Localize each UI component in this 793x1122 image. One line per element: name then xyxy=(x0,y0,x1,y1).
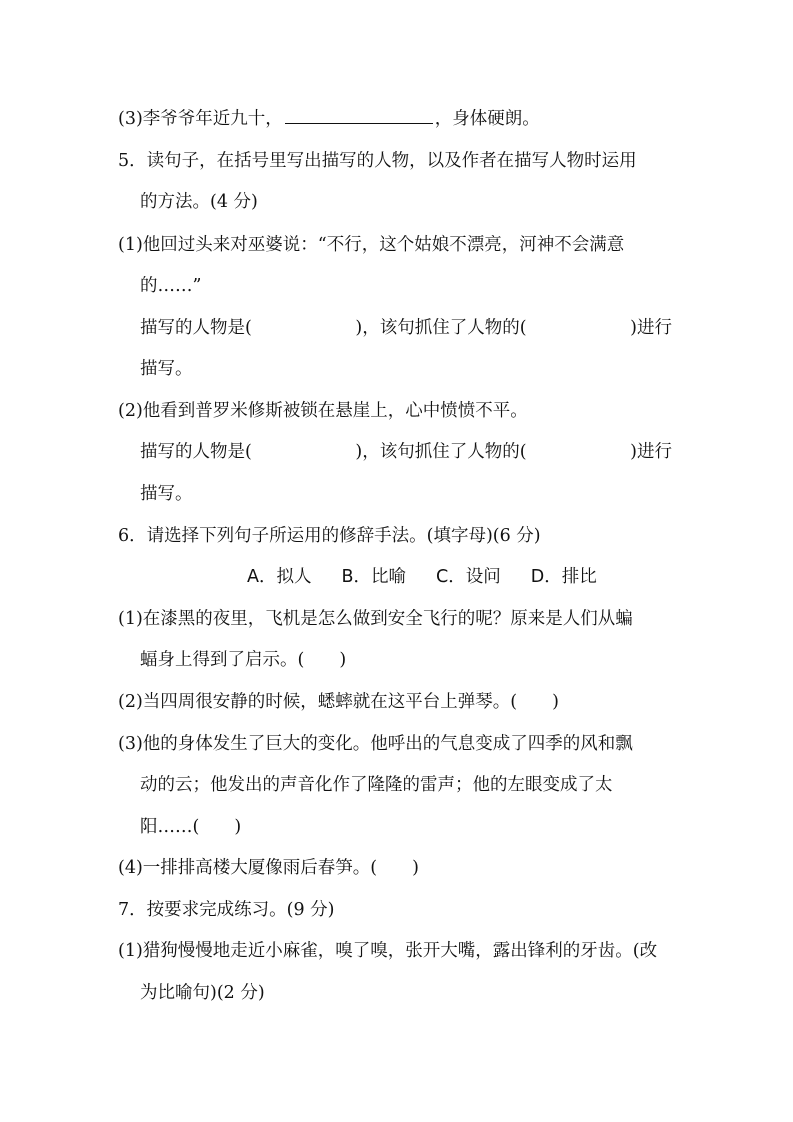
q7-item1-line2: 为比喻句)(2 分) xyxy=(140,983,265,1003)
q5-item2-answer-line2: 描写。 xyxy=(140,484,193,504)
q6-item3-line3: 阳……( ) xyxy=(140,817,242,837)
q6-item3-line1: (3)他的身体发生了巨大的变化。他呼出的气息变成了四季的风和飘 xyxy=(118,734,633,754)
option-b: B．比喻 xyxy=(341,567,406,587)
q4-item3 xyxy=(118,107,540,131)
option-c: C．设问 xyxy=(436,567,501,587)
q5-item1-answer-line2: 描写。 xyxy=(140,359,193,379)
q5-item2-answer-part-c: )进行 xyxy=(630,442,672,462)
q6-item1-line1: (1)在漆黑的夜里，飞机是怎么做到安全飞行的呢？原来是人们从蝙 xyxy=(118,609,633,629)
q5-item1-answer-part-a: 描写的人物是( xyxy=(140,318,252,338)
q5-item2-line1: (2)他看到普罗米修斯被锁在悬崖上，心中愤愤不平。 xyxy=(118,401,528,421)
q6-item2: (2)当四周很安静的时候，蟋蟀就在这平台上弹琴。( ) xyxy=(118,692,559,712)
q5-item1-line2: 的……” xyxy=(140,276,202,296)
q5-item2-answer xyxy=(140,440,672,464)
q5-item1-answer xyxy=(140,316,672,340)
q5-heading-line1: 5．读句子，在括号里写出描写的人物，以及作者在描写人物时运用 xyxy=(118,151,637,171)
answer-blank[interactable] xyxy=(285,108,433,124)
q6-item4: (4)一排排高楼大厦像雨后春笋。( ) xyxy=(118,858,419,878)
q7-heading: 7．按要求完成练习。(9 分) xyxy=(118,900,335,920)
q5-item2-answer-part-a: 描写的人物是( xyxy=(140,442,252,462)
q7-item1-line1: (1)猎狗慢慢地走近小麻雀，嗅了嗅，张开大嘴，露出锋利的牙齿。(改 xyxy=(118,941,658,961)
option-a: A．拟人 xyxy=(247,567,312,587)
q5-item2-answer-part-b: )，该句抓住了人物的( xyxy=(355,442,527,462)
q6-heading: 6．请选择下列句子所运用的修辞手法。(填字母)(6 分) xyxy=(118,526,541,546)
q6-options xyxy=(247,565,597,589)
q6-item1-line2: 蝠身上得到了启示。( ) xyxy=(140,650,347,670)
q4-item3-text-before: (3)李爷爷年近九十， xyxy=(118,109,283,129)
q5-item1-answer-part-c: )进行 xyxy=(630,318,672,338)
q5-item1-line1: (1)他回过头来对巫婆说：“不行，这个姑娘不漂亮，河神不会满意 xyxy=(118,235,625,255)
q6-item3-line2: 动的云；他发出的声音化作了隆隆的雷声；他的左眼变成了太 xyxy=(140,775,613,795)
q5-heading-line2: 的方法。(4 分) xyxy=(140,192,258,212)
q5-item1-answer-part-b: )，该句抓住了人物的( xyxy=(355,318,527,338)
q4-item3-text-after: ，身体硬朗。 xyxy=(434,109,540,129)
option-d: D．排比 xyxy=(530,567,597,587)
